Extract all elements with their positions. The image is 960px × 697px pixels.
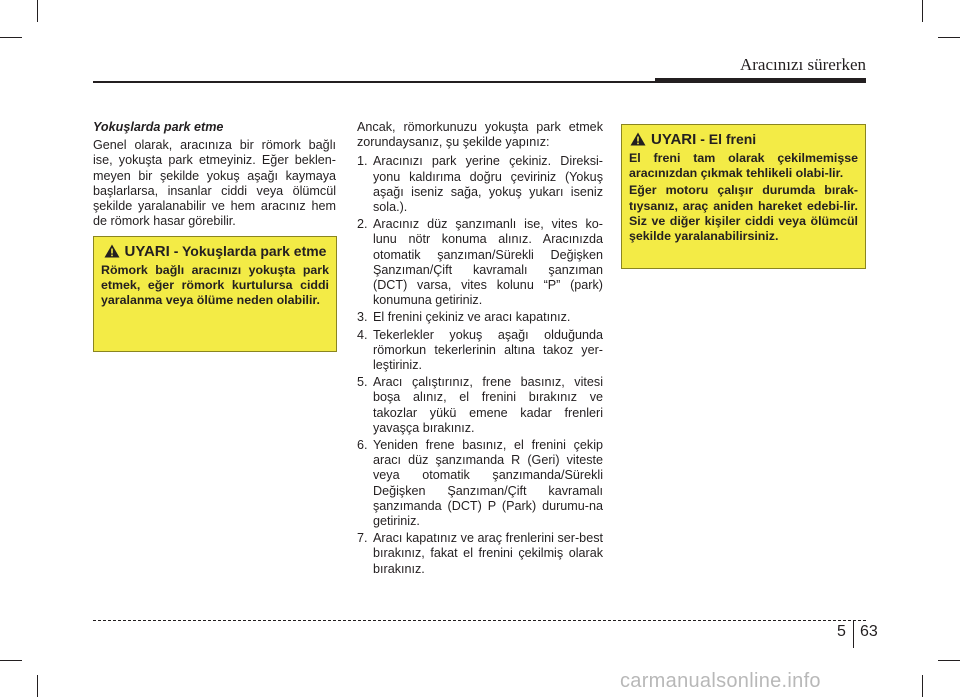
list-item xyxy=(357,217,603,308)
warning-paragraph: Eğer motoru çalışır durumda bırak-tıysanız, araç aniden hareket edebi-lir. Siz ve diğer kişiler ciddi veya ölümcül şekilde yaralanabilirsiniz. xyxy=(629,183,858,244)
left-column xyxy=(93,120,336,229)
warning-title: - Yokuşlarda park etme xyxy=(173,243,327,259)
list-item xyxy=(357,438,603,529)
crop-mark xyxy=(37,0,38,22)
warning-header xyxy=(629,131,858,148)
step-text: Aracı çalıştırınız, frene basınız, vitesi boşa alınız, el frenini bırakınız ve takozlar yükü emene kadar frenleri yavaşça bırakınız. xyxy=(373,375,603,435)
step-number: 6. xyxy=(357,438,368,453)
footer-rule xyxy=(93,620,866,621)
list-item xyxy=(357,154,603,215)
header-tab xyxy=(655,78,866,83)
warning-label: UYARI xyxy=(124,243,170,260)
warning-box-slope xyxy=(93,236,337,352)
crop-mark xyxy=(922,675,923,697)
crop-mark xyxy=(938,660,960,661)
warning-title: - El freni xyxy=(700,131,757,147)
warning-body: Römork bağlı aracınızı yokuşta park etmek, eğer römork kurtulursa ciddi yaralanma veya ölüme neden olabilir. xyxy=(101,263,329,308)
watermark: carmanualsonline.info xyxy=(620,670,821,692)
step-text: El frenini çekiniz ve aracı kapatınız. xyxy=(373,310,571,325)
chapter-number: 5 xyxy=(837,623,846,640)
step-text: Aracınızı park yerine çekiniz. Direksi-yonu kaldırıma doğru çeviriniz (Yokuş aşağı iseniz sağa, yokuş yukarı iseniz sola.). xyxy=(373,154,603,215)
step-number: 4. xyxy=(357,327,368,342)
middle-column xyxy=(357,120,603,579)
warning-label: UYARI xyxy=(651,131,697,148)
step-number: 2. xyxy=(357,217,368,232)
crop-mark xyxy=(0,660,22,661)
step-number: 1. xyxy=(357,154,368,169)
step-number: 3. xyxy=(357,310,368,325)
step-text: Yeniden frene basınız, el frenini çekip aracı düz şanzımanda R (Geri) viteste veya otomatik şanzımanda/Sürekli Değişken Şanzıman/Çift kavramalı şanzımanda (DCT) P (Park) durumu-na getiriniz. xyxy=(373,438,603,529)
procedure-steps xyxy=(357,154,603,576)
warning-paragraph: El freni tam olarak çekilmemişse aracınızdan çıkmak tehlikeli olabi-lir. xyxy=(629,151,858,181)
intro-paragraph: Genel olarak, aracınıza bir römork bağlı ise, yokuşta park etmeyiniz. Eğer beklen-meyen bir şekilde yokuş aşağı kaymaya başlarlarsa, insanlar ciddi veya ölümcül şekilde yaralanabilir ve hem aracınız hem de römork hasar görebilir. xyxy=(93,138,336,229)
list-item xyxy=(357,375,603,436)
step-text: Aracınız düz şanzımanlı ise, vites ko-lunu nötr konuma alınız. Aracınızda otomatik şanzıman/Sürekli Değişken Şanzıman/Çift kavramalı şanzıman (DCT) varsa, vites kolunu “P” (park) konumuna getiriniz. xyxy=(373,217,603,308)
warning-header xyxy=(101,243,329,260)
warning-box-parking-brake xyxy=(621,124,866,269)
crop-mark xyxy=(0,37,22,38)
crop-mark xyxy=(922,0,923,22)
warning-triangle-icon xyxy=(630,132,646,146)
list-item xyxy=(357,310,603,325)
warning-triangle-icon xyxy=(104,244,120,258)
list-item xyxy=(357,328,603,374)
list-item xyxy=(357,531,603,577)
crop-mark xyxy=(938,37,960,38)
step-text: Tekerlekler yokuş aşağı olduğunda römorkun tekerlerinin altına takoz yer-leştiriniz. xyxy=(373,327,603,373)
page-number: 63 xyxy=(860,623,878,640)
step-text: Aracı kapatınız ve araç frenlerini ser-best bırakınız, fakat el frenini çekilmiş olarak bırakınız. xyxy=(373,531,603,576)
section-title: Aracınızı sürerken xyxy=(739,55,866,74)
step-number: 7. xyxy=(357,531,368,546)
crop-mark xyxy=(37,675,38,697)
page-number-separator xyxy=(853,620,854,648)
subheading: Yokuşlarda park etme xyxy=(93,120,224,134)
procedure-intro: Ancak, römorkunuzu yokuşta park etmek zorundaysanız, şu şekilde yapınız: xyxy=(357,120,603,150)
step-number: 5. xyxy=(357,375,368,390)
warning-body xyxy=(629,151,858,244)
